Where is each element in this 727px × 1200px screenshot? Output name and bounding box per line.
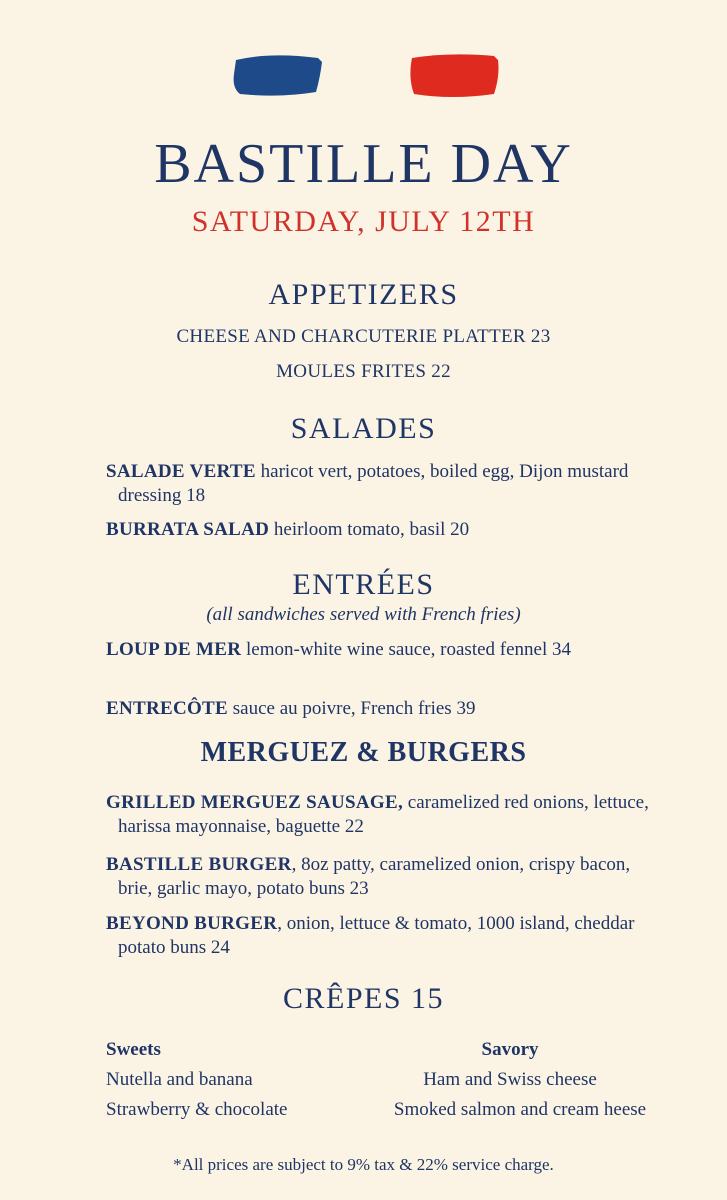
menu-item: MOULES FRITES 22 bbox=[276, 361, 451, 382]
item-name: GRILLED MERGUEZ SAUSAGE, bbox=[106, 792, 404, 813]
merguez-burgers-heading: MERGUEZ & BURGERS bbox=[200, 737, 527, 768]
savory-heading: Savory bbox=[481, 1039, 539, 1060]
item-name: BURRATA SALAD bbox=[106, 519, 270, 540]
item-name: BEYOND BURGER bbox=[106, 913, 278, 934]
item-description: heirloom tomato, basil 20 bbox=[269, 519, 470, 540]
menu-item bbox=[106, 697, 658, 721]
sweets-heading: Sweets bbox=[106, 1039, 161, 1060]
page-title: BASTILLE DAY bbox=[154, 133, 573, 195]
menu-item bbox=[106, 518, 658, 542]
sweet-item: Nutella and banana bbox=[106, 1069, 253, 1090]
item-description: , onion, lettuce & tomato, 1000 island, cheddar potato buns 24 bbox=[118, 913, 635, 958]
red-brush-stroke bbox=[410, 54, 498, 97]
salades-heading: SALADES bbox=[290, 412, 437, 445]
savory-item: Smoked salmon and cream heese bbox=[393, 1099, 647, 1120]
appetizers-heading: APPETIZERS bbox=[268, 278, 459, 311]
item-description: haricot vert, potatoes, boiled egg, Dijon mustard dressing 18 bbox=[118, 461, 629, 506]
item-description: sauce au poivre, French fries 39 bbox=[228, 698, 476, 719]
menu-item bbox=[106, 853, 658, 901]
blue-brush-stroke bbox=[234, 55, 322, 95]
flag-brush-strokes bbox=[0, 48, 727, 108]
item-description: caramelized red onions, lettuce, harissa mayonnaise, baguette 22 bbox=[118, 792, 649, 837]
item-name: BASTILLE BURGER bbox=[106, 854, 292, 875]
event-date: SATURDAY, JULY 12TH bbox=[191, 205, 536, 238]
crepes-heading: CRÊPES 15 bbox=[282, 982, 445, 1015]
menu-item: CHEESE AND CHARCUTERIE PLATTER 23 bbox=[176, 326, 551, 347]
item-name: ENTRECÔTE bbox=[106, 698, 229, 719]
menu-item bbox=[106, 791, 658, 839]
item-name: SALADE VERTE bbox=[106, 461, 256, 482]
footer-note: *All prices are subject to 9% tax & 22% service charge. bbox=[173, 1155, 554, 1174]
savory-item: Ham and Swiss cheese bbox=[423, 1069, 597, 1090]
entrees-heading: ENTRÉES bbox=[292, 568, 435, 601]
sweet-item: Strawberry & chocolate bbox=[106, 1099, 288, 1120]
menu-item bbox=[106, 460, 658, 508]
item-name: LOUP DE MER bbox=[106, 639, 242, 660]
entrees-note: (all sandwiches served with French fries) bbox=[206, 604, 521, 625]
item-description: , 8oz patty, caramelized onion, crispy bacon, brie, garlic mayo, potato buns 23 bbox=[118, 854, 631, 899]
item-description: lemon-white wine sauce, roasted fennel 34 bbox=[241, 639, 572, 660]
menu-item bbox=[106, 912, 658, 960]
menu-item bbox=[106, 638, 658, 662]
